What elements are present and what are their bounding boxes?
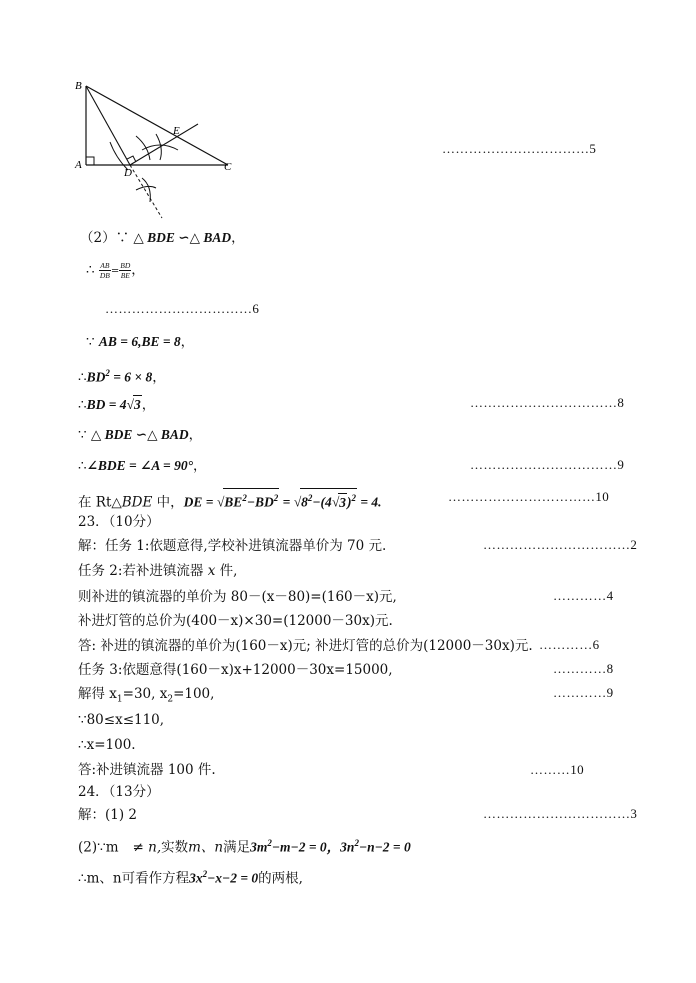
score-mark-5: ……………………………5 [442, 141, 597, 156]
score-mark-6b: …………6 [539, 637, 600, 652]
math: DE = [183, 494, 217, 510]
line-ratio [86, 261, 145, 281]
question-23: 23．（10分） [78, 514, 160, 530]
text: ∵ [78, 427, 91, 443]
text: 实数 [161, 839, 189, 856]
text: ∴ [78, 397, 87, 413]
math: −m−2 = 0，3n [271, 839, 355, 855]
sub: 1 [116, 694, 123, 705]
sup: 2 [105, 368, 110, 378]
radicand: $8^2-(4√3)^2$ [300, 488, 357, 512]
text: ， [188, 427, 203, 443]
text: =30, x [122, 686, 168, 702]
sqrt-sign: √ [216, 494, 225, 510]
text: ∵ [86, 334, 99, 350]
math: 3x [189, 870, 203, 886]
triangle-figure [70, 78, 250, 223]
label-e: E [173, 125, 180, 137]
sup: 2 [267, 838, 272, 848]
score-mark-3: ……………………………3 [483, 806, 638, 821]
task-3: 任务 3:依题意得(160－x)x+12000－30x=15000, [78, 662, 393, 678]
score-mark-9: ……………………………9 [470, 457, 625, 472]
text: (2)∵m [78, 839, 119, 856]
score-mark-8: ……………………………8 [470, 395, 625, 410]
line-angle [78, 457, 207, 475]
task-3-solve [78, 685, 214, 709]
score-mark-10b: ………10 [530, 762, 584, 777]
math: −n−2 = 0 [358, 839, 411, 855]
text: ， [131, 262, 145, 278]
task-3-range: ∵80≤x≤110, [78, 712, 165, 728]
math: AB = 6,BE = 8 [98, 334, 181, 349]
sub: 2 [167, 694, 174, 705]
task-3-result: ∴x=100. [78, 737, 136, 753]
score-mark-9b: …………9 [553, 685, 614, 700]
text: m、n [188, 839, 224, 856]
line-de [78, 488, 382, 512]
text: 的两根, [258, 870, 303, 887]
text: （2）∵ [80, 230, 134, 246]
sup: 2 [354, 838, 359, 848]
label-b: B [75, 80, 82, 92]
math: △ BDE ∽△ BAD [133, 230, 232, 245]
q24-part-1: 解：(1) 2 [78, 807, 138, 823]
text: ， [231, 230, 245, 246]
sqrt-sign: √ [293, 494, 302, 510]
line-bd-value [78, 395, 155, 414]
radicand: $BE^2-BD^2$ [223, 488, 279, 512]
question-24: 24．（13分） [78, 784, 160, 800]
task-2-answer: 答: 补进的镇流器的单价为(160－x)元; 补进灯管的总价为(12000－30x)元. [78, 638, 533, 654]
fraction: $\frac{BD}{BE}$ [120, 261, 131, 280]
text: 可看作方程 [121, 870, 190, 887]
score-mark-4: …………4 [553, 588, 614, 603]
text: 满足 [223, 839, 251, 856]
text: ∴m、n [78, 870, 122, 887]
text: ∴ [86, 262, 99, 278]
line-given [86, 333, 194, 351]
text: ， [180, 334, 195, 350]
text: ∴ [78, 369, 87, 386]
task-2 [78, 562, 237, 580]
line-similar-1 [80, 229, 245, 247]
label-c: C [224, 161, 232, 173]
score-mark-8b: …………8 [553, 661, 614, 676]
radicand: 3 [133, 397, 141, 412]
math: = 4. [356, 494, 382, 510]
text: ≠ n, [132, 839, 162, 856]
task-3-answer: 答:补进镇流器 100 件. [78, 762, 216, 778]
math: △ BDE ∽△ BAD [90, 427, 189, 442]
math: BD [86, 369, 106, 385]
math: 3m [250, 839, 268, 855]
label-a: A [75, 159, 82, 171]
sup: 2 [202, 869, 208, 879]
math: −x−2 = 0 [207, 870, 259, 886]
text: BDE [121, 494, 153, 511]
score-mark-10a: ……………………………10 [448, 489, 610, 504]
math: = [279, 494, 294, 510]
math: ∠BDE = ∠A = 90° [86, 458, 194, 473]
fraction: $\frac{AB}{DB}$ [99, 261, 110, 280]
score-mark-2: ……………………………2 [483, 537, 638, 552]
math: BD = 4 [86, 397, 127, 412]
text: = [110, 266, 120, 277]
q24-roots [78, 865, 303, 888]
q24-part-2 [78, 834, 411, 857]
line-similar-2 [78, 426, 202, 444]
task-2-total: 补进灯管的总价为(400－x)×30=(12000－30x)元. [78, 613, 393, 629]
text: ， [193, 458, 207, 474]
text: =100, [173, 686, 215, 702]
text: 件, [215, 563, 238, 579]
score-mark-6: ……………………………6 [105, 301, 260, 316]
line-bd-squared [78, 364, 166, 387]
text: 中， [152, 494, 184, 511]
task-2-price: 则补进的镇流器的单价为 80－(x－80)=(160－x)元, [78, 589, 397, 605]
text: 任务 2:若补进镇流器 [78, 563, 208, 579]
label-d: D [124, 167, 132, 179]
math: = 6 × 8 [109, 369, 153, 385]
task-1: 解：任务 1:依题意得,学校补进镇流器单价为 70 元. [78, 538, 387, 554]
text: ， [152, 369, 166, 386]
text: ， [141, 397, 156, 413]
sqrt-sign: √ [126, 397, 134, 412]
text: 在 Rt△ [78, 494, 122, 511]
text: ∴ [78, 458, 87, 474]
text: x [207, 563, 216, 579]
text: 解得 x [78, 686, 117, 702]
